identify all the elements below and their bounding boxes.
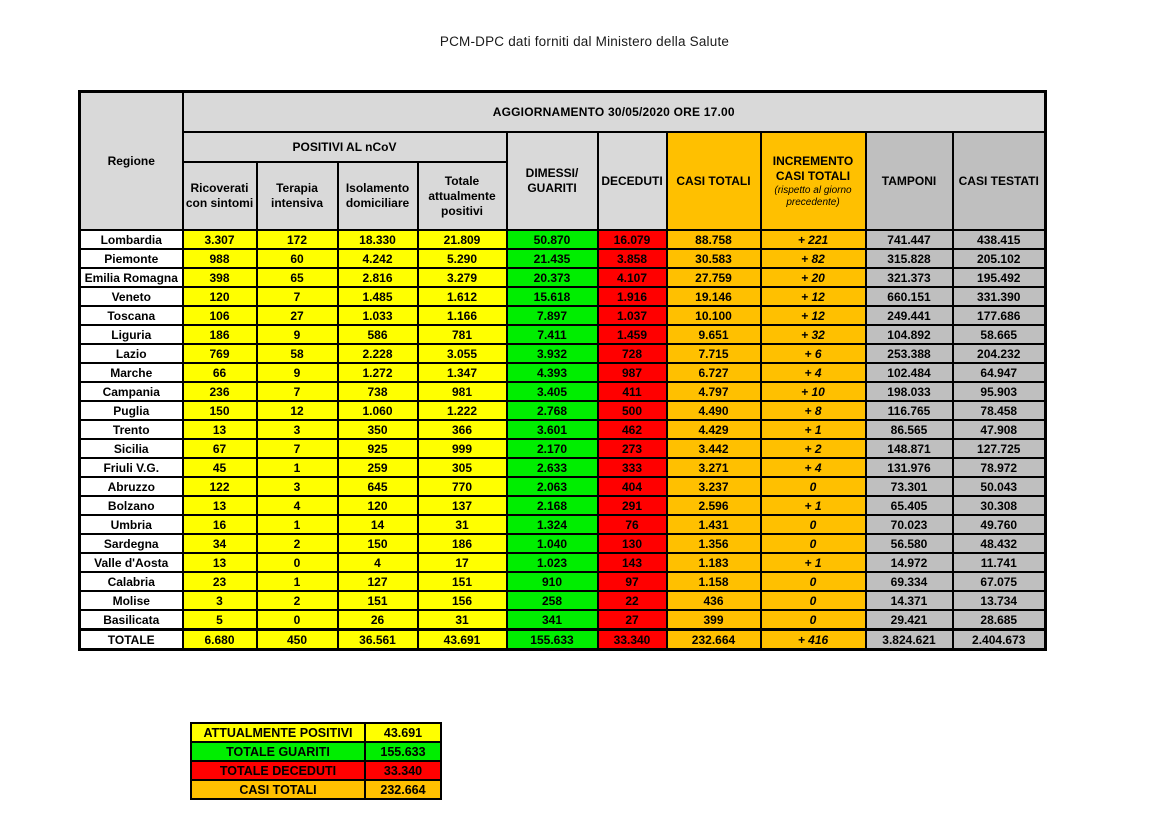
cell-incremento: 0 — [761, 591, 866, 610]
cell-incremento: + 4 — [761, 458, 866, 477]
cell-tamponi: 69.334 — [866, 572, 953, 591]
cell-ricoverati: 3.307 — [183, 230, 257, 249]
table-row — [80, 534, 1046, 553]
cell-casi-testati: 47.908 — [953, 420, 1046, 439]
cell-totale-positivi: 3.055 — [418, 344, 507, 363]
cell-tamponi: 102.484 — [866, 363, 953, 382]
cell-totale-positivi: 17 — [418, 553, 507, 572]
covid-data-table — [78, 90, 1047, 651]
cell-incremento: 0 — [761, 610, 866, 630]
cell-casi-testati: 195.492 — [953, 268, 1046, 287]
cell-casi-testati: 30.308 — [953, 496, 1046, 515]
cell-deceduti: 16.079 — [598, 230, 667, 249]
cell-regione: Emilia Romagna — [80, 268, 183, 287]
cell-deceduti: 3.858 — [598, 249, 667, 268]
cell-deceduti: 273 — [598, 439, 667, 458]
cell-isolamento: 36.561 — [338, 630, 418, 650]
cell-dimessi-guariti: 2.768 — [507, 401, 598, 420]
cell-terapia: 1 — [257, 515, 338, 534]
cell-dimessi-guariti: 2.633 — [507, 458, 598, 477]
cell-tamponi: 321.373 — [866, 268, 953, 287]
cell-dimessi-guariti: 910 — [507, 572, 598, 591]
cell-totale-positivi: 21.809 — [418, 230, 507, 249]
cell-terapia: 60 — [257, 249, 338, 268]
cell-casi-testati: 49.760 — [953, 515, 1046, 534]
column-header-dimessi-guariti: DIMESSI/ GUARITI — [507, 132, 598, 230]
cell-tamponi: 148.871 — [866, 439, 953, 458]
cell-ricoverati: 3 — [183, 591, 257, 610]
cell-casi-totali: 2.596 — [667, 496, 761, 515]
column-header-tamponi: TAMPONI — [866, 132, 953, 230]
cell-isolamento: 14 — [338, 515, 418, 534]
cell-isolamento: 127 — [338, 572, 418, 591]
cell-deceduti: 22 — [598, 591, 667, 610]
cell-tamponi: 315.828 — [866, 249, 953, 268]
cell-terapia: 1 — [257, 458, 338, 477]
cell-casi-totali: 232.664 — [667, 630, 761, 650]
cell-deceduti: 1.916 — [598, 287, 667, 306]
cell-casi-totali: 6.727 — [667, 363, 761, 382]
cell-tamponi: 3.824.621 — [866, 630, 953, 650]
summary-value: 155.633 — [365, 742, 441, 761]
cell-deceduti: 411 — [598, 382, 667, 401]
page-title: PCM-DPC dati forniti dal Ministero della Salute — [439, 34, 730, 49]
cell-totale-positivi: 5.290 — [418, 249, 507, 268]
cell-totale-positivi: 999 — [418, 439, 507, 458]
cell-casi-totali: 9.651 — [667, 325, 761, 344]
table-row — [80, 439, 1046, 458]
summary-label: ATTUALMENTE POSITIVI — [191, 723, 365, 742]
cell-incremento: + 2 — [761, 439, 866, 458]
cell-casi-totali: 3.442 — [667, 439, 761, 458]
cell-incremento: 0 — [761, 477, 866, 496]
cell-isolamento: 1.272 — [338, 363, 418, 382]
cell-incremento: 0 — [761, 515, 866, 534]
cell-regione: Trento — [80, 420, 183, 439]
cell-isolamento: 120 — [338, 496, 418, 515]
table-row — [80, 344, 1046, 363]
cell-incremento: + 1 — [761, 496, 866, 515]
cell-regione: TOTALE — [80, 630, 183, 650]
column-header-totale-positivi: Totale attualmente positivi — [418, 162, 507, 230]
cell-totale-positivi: 1.612 — [418, 287, 507, 306]
cell-ricoverati: 16 — [183, 515, 257, 534]
cell-terapia: 0 — [257, 553, 338, 572]
cell-tamponi: 65.405 — [866, 496, 953, 515]
cell-ricoverati: 34 — [183, 534, 257, 553]
cell-casi-testati: 204.232 — [953, 344, 1046, 363]
table-row — [80, 306, 1046, 325]
cell-tamponi: 73.301 — [866, 477, 953, 496]
cell-totale-positivi: 186 — [418, 534, 507, 553]
cell-casi-testati: 438.415 — [953, 230, 1046, 249]
cell-casi-testati: 13.734 — [953, 591, 1046, 610]
cell-casi-totali: 1.431 — [667, 515, 761, 534]
cell-tamponi: 741.447 — [866, 230, 953, 249]
cell-casi-totali: 7.715 — [667, 344, 761, 363]
cell-regione: Umbria — [80, 515, 183, 534]
cell-regione: Lombardia — [80, 230, 183, 249]
cell-totale-positivi: 781 — [418, 325, 507, 344]
cell-incremento: 0 — [761, 534, 866, 553]
cell-deceduti: 404 — [598, 477, 667, 496]
cell-dimessi-guariti: 3.405 — [507, 382, 598, 401]
cell-isolamento: 4.242 — [338, 249, 418, 268]
cell-casi-totali: 3.271 — [667, 458, 761, 477]
cell-casi-totali: 4.797 — [667, 382, 761, 401]
incremento-header-line2: CASI TOTALI — [775, 169, 851, 183]
cell-regione: Valle d'Aosta — [80, 553, 183, 572]
cell-incremento: + 20 — [761, 268, 866, 287]
cell-casi-testati: 58.665 — [953, 325, 1046, 344]
cell-terapia: 1 — [257, 572, 338, 591]
cell-dimessi-guariti: 3.601 — [507, 420, 598, 439]
column-header-ricoverati: Ricoverati con sintomi — [183, 162, 257, 230]
column-header-deceduti: DECEDUTI — [598, 132, 667, 230]
summary-table — [190, 722, 442, 800]
cell-isolamento: 18.330 — [338, 230, 418, 249]
cell-casi-testati: 78.972 — [953, 458, 1046, 477]
cell-terapia: 65 — [257, 268, 338, 287]
incremento-header-note: (rispetto al giorno precedente) — [774, 185, 852, 208]
cell-ricoverati: 67 — [183, 439, 257, 458]
cell-incremento: 0 — [761, 572, 866, 591]
cell-regione: Puglia — [80, 401, 183, 420]
cell-dimessi-guariti: 1.040 — [507, 534, 598, 553]
cell-ricoverati: 5 — [183, 610, 257, 630]
cell-casi-testati: 95.903 — [953, 382, 1046, 401]
cell-totale-positivi: 366 — [418, 420, 507, 439]
cell-deceduti: 500 — [598, 401, 667, 420]
cell-deceduti: 1.459 — [598, 325, 667, 344]
cell-ricoverati: 150 — [183, 401, 257, 420]
cell-deceduti: 33.340 — [598, 630, 667, 650]
cell-ricoverati: 66 — [183, 363, 257, 382]
cell-isolamento: 738 — [338, 382, 418, 401]
cell-regione: Lazio — [80, 344, 183, 363]
cell-incremento: + 221 — [761, 230, 866, 249]
column-header-incremento — [761, 132, 866, 230]
cell-ricoverati: 13 — [183, 496, 257, 515]
cell-ricoverati: 13 — [183, 553, 257, 572]
cell-incremento: + 1 — [761, 420, 866, 439]
table-row — [80, 477, 1046, 496]
column-group-positivi: POSITIVI AL nCoV — [183, 132, 507, 162]
cell-totale-positivi: 156 — [418, 591, 507, 610]
cell-isolamento: 1.485 — [338, 287, 418, 306]
totale-row — [80, 630, 1046, 650]
cell-dimessi-guariti: 2.063 — [507, 477, 598, 496]
cell-ricoverati: 45 — [183, 458, 257, 477]
cell-tamponi: 131.976 — [866, 458, 953, 477]
cell-casi-totali: 3.237 — [667, 477, 761, 496]
cell-tamponi: 198.033 — [866, 382, 953, 401]
cell-terapia: 27 — [257, 306, 338, 325]
cell-totale-positivi: 31 — [418, 610, 507, 630]
cell-deceduti: 462 — [598, 420, 667, 439]
summary-row — [191, 761, 441, 780]
cell-ricoverati: 236 — [183, 382, 257, 401]
cell-ricoverati: 186 — [183, 325, 257, 344]
cell-tamponi: 14.972 — [866, 553, 953, 572]
table-row — [80, 230, 1046, 249]
cell-casi-totali: 1.158 — [667, 572, 761, 591]
cell-casi-testati: 67.075 — [953, 572, 1046, 591]
cell-casi-totali: 1.356 — [667, 534, 761, 553]
table-row — [80, 515, 1046, 534]
cell-terapia: 3 — [257, 477, 338, 496]
cell-casi-totali: 27.759 — [667, 268, 761, 287]
cell-casi-totali: 1.183 — [667, 553, 761, 572]
table-row — [80, 268, 1046, 287]
summary-label: TOTALE DECEDUTI — [191, 761, 365, 780]
cell-terapia: 0 — [257, 610, 338, 630]
cell-isolamento: 151 — [338, 591, 418, 610]
cell-dimessi-guariti: 7.897 — [507, 306, 598, 325]
summary-body — [191, 723, 441, 799]
cell-isolamento: 350 — [338, 420, 418, 439]
cell-isolamento: 1.060 — [338, 401, 418, 420]
table-row — [80, 572, 1046, 591]
cell-deceduti: 987 — [598, 363, 667, 382]
cell-casi-testati: 64.947 — [953, 363, 1046, 382]
cell-deceduti: 291 — [598, 496, 667, 515]
cell-regione: Piemonte — [80, 249, 183, 268]
cell-incremento: + 82 — [761, 249, 866, 268]
cell-tamponi: 14.371 — [866, 591, 953, 610]
cell-dimessi-guariti: 4.393 — [507, 363, 598, 382]
cell-regione: Sicilia — [80, 439, 183, 458]
cell-casi-testati: 127.725 — [953, 439, 1046, 458]
cell-deceduti: 97 — [598, 572, 667, 591]
cell-ricoverati: 988 — [183, 249, 257, 268]
cell-incremento: + 12 — [761, 306, 866, 325]
cell-deceduti: 27 — [598, 610, 667, 630]
table-row — [80, 249, 1046, 268]
cell-tamponi: 116.765 — [866, 401, 953, 420]
cell-regione: Molise — [80, 591, 183, 610]
cell-totale-positivi: 1.347 — [418, 363, 507, 382]
cell-regione: Calabria — [80, 572, 183, 591]
cell-terapia: 4 — [257, 496, 338, 515]
cell-tamponi: 104.892 — [866, 325, 953, 344]
cell-totale-positivi: 31 — [418, 515, 507, 534]
cell-casi-totali: 399 — [667, 610, 761, 630]
summary-value: 232.664 — [365, 780, 441, 799]
table-row — [80, 591, 1046, 610]
cell-ricoverati: 23 — [183, 572, 257, 591]
cell-regione: Abruzzo — [80, 477, 183, 496]
cell-ricoverati: 106 — [183, 306, 257, 325]
cell-totale-positivi: 151 — [418, 572, 507, 591]
cell-dimessi-guariti: 2.168 — [507, 496, 598, 515]
cell-deceduti: 4.107 — [598, 268, 667, 287]
cell-dimessi-guariti: 1.324 — [507, 515, 598, 534]
table-row — [80, 382, 1046, 401]
cell-totale-positivi: 770 — [418, 477, 507, 496]
cell-incremento: + 8 — [761, 401, 866, 420]
cell-deceduti: 1.037 — [598, 306, 667, 325]
cell-regione: Veneto — [80, 287, 183, 306]
cell-totale-positivi: 3.279 — [418, 268, 507, 287]
cell-terapia: 9 — [257, 325, 338, 344]
cell-tamponi: 660.151 — [866, 287, 953, 306]
cell-incremento: + 12 — [761, 287, 866, 306]
cell-totale-positivi: 981 — [418, 382, 507, 401]
cell-isolamento: 925 — [338, 439, 418, 458]
cell-casi-totali: 30.583 — [667, 249, 761, 268]
cell-casi-totali: 4.490 — [667, 401, 761, 420]
column-header-casi-testati: CASI TESTATI — [953, 132, 1046, 230]
cell-totale-positivi: 1.166 — [418, 306, 507, 325]
cell-deceduti: 76 — [598, 515, 667, 534]
cell-casi-testati: 48.432 — [953, 534, 1046, 553]
cell-casi-testati: 331.390 — [953, 287, 1046, 306]
cell-terapia: 172 — [257, 230, 338, 249]
cell-incremento: + 416 — [761, 630, 866, 650]
cell-dimessi-guariti: 258 — [507, 591, 598, 610]
summary-row — [191, 723, 441, 742]
cell-dimessi-guariti: 20.373 — [507, 268, 598, 287]
cell-incremento: + 6 — [761, 344, 866, 363]
cell-isolamento: 645 — [338, 477, 418, 496]
cell-casi-testati: 78.458 — [953, 401, 1046, 420]
cell-ricoverati: 398 — [183, 268, 257, 287]
cell-deceduti: 143 — [598, 553, 667, 572]
column-header-terapia: Terapia intensiva — [257, 162, 338, 230]
table-row — [80, 401, 1046, 420]
cell-terapia: 7 — [257, 439, 338, 458]
cell-casi-testati: 50.043 — [953, 477, 1046, 496]
cell-ricoverati: 120 — [183, 287, 257, 306]
cell-totale-positivi: 137 — [418, 496, 507, 515]
cell-dimessi-guariti: 21.435 — [507, 249, 598, 268]
table-row — [80, 496, 1046, 515]
cell-isolamento: 150 — [338, 534, 418, 553]
cell-totale-positivi: 43.691 — [418, 630, 507, 650]
update-banner: AGGIORNAMENTO 30/05/2020 ORE 17.00 — [183, 92, 1046, 133]
cell-casi-totali: 4.429 — [667, 420, 761, 439]
summary-row — [191, 780, 441, 799]
cell-casi-testati: 28.685 — [953, 610, 1046, 630]
cell-isolamento: 259 — [338, 458, 418, 477]
cell-regione: Toscana — [80, 306, 183, 325]
cell-casi-testati: 205.102 — [953, 249, 1046, 268]
table-body — [80, 230, 1046, 650]
table-row — [80, 610, 1046, 630]
column-header-casi-totali: CASI TOTALI — [667, 132, 761, 230]
summary-row — [191, 742, 441, 761]
summary-value: 43.691 — [365, 723, 441, 742]
table-row — [80, 287, 1046, 306]
cell-terapia: 12 — [257, 401, 338, 420]
column-header-isolamento: Isolamento domiciliare — [338, 162, 418, 230]
cell-isolamento: 586 — [338, 325, 418, 344]
cell-dimessi-guariti: 7.411 — [507, 325, 598, 344]
cell-casi-testati: 2.404.673 — [953, 630, 1046, 650]
cell-regione: Bolzano — [80, 496, 183, 515]
cell-dimessi-guariti: 3.932 — [507, 344, 598, 363]
cell-isolamento: 2.228 — [338, 344, 418, 363]
cell-incremento: + 32 — [761, 325, 866, 344]
cell-terapia: 58 — [257, 344, 338, 363]
cell-tamponi: 249.441 — [866, 306, 953, 325]
cell-casi-totali: 436 — [667, 591, 761, 610]
cell-regione: Marche — [80, 363, 183, 382]
cell-totale-positivi: 1.222 — [418, 401, 507, 420]
cell-deceduti: 333 — [598, 458, 667, 477]
cell-isolamento: 1.033 — [338, 306, 418, 325]
cell-ricoverati: 6.680 — [183, 630, 257, 650]
cell-tamponi: 86.565 — [866, 420, 953, 439]
cell-tamponi: 70.023 — [866, 515, 953, 534]
cell-dimessi-guariti: 155.633 — [507, 630, 598, 650]
cell-incremento: + 1 — [761, 553, 866, 572]
cell-dimessi-guariti: 341 — [507, 610, 598, 630]
cell-casi-totali: 19.146 — [667, 287, 761, 306]
cell-ricoverati: 13 — [183, 420, 257, 439]
table-row — [80, 325, 1046, 344]
table-row — [80, 458, 1046, 477]
column-header-regione: Regione — [80, 92, 183, 231]
cell-regione: Sardegna — [80, 534, 183, 553]
cell-casi-testati: 177.686 — [953, 306, 1046, 325]
cell-terapia: 2 — [257, 591, 338, 610]
cell-terapia: 3 — [257, 420, 338, 439]
cell-dimessi-guariti: 50.870 — [507, 230, 598, 249]
cell-terapia: 450 — [257, 630, 338, 650]
summary-value: 33.340 — [365, 761, 441, 780]
cell-casi-testati: 11.741 — [953, 553, 1046, 572]
table-row — [80, 553, 1046, 572]
table-row — [80, 420, 1046, 439]
cell-incremento: + 10 — [761, 382, 866, 401]
cell-tamponi: 56.580 — [866, 534, 953, 553]
cell-terapia: 9 — [257, 363, 338, 382]
cell-regione: Friuli V.G. — [80, 458, 183, 477]
cell-tamponi: 29.421 — [866, 610, 953, 630]
cell-terapia: 7 — [257, 382, 338, 401]
cell-deceduti: 130 — [598, 534, 667, 553]
cell-dimessi-guariti: 15.618 — [507, 287, 598, 306]
table-row — [80, 363, 1046, 382]
incremento-header-line1: INCREMENTO — [772, 154, 854, 168]
cell-regione: Liguria — [80, 325, 183, 344]
cell-isolamento: 2.816 — [338, 268, 418, 287]
cell-ricoverati: 122 — [183, 477, 257, 496]
cell-isolamento: 4 — [338, 553, 418, 572]
cell-totale-positivi: 305 — [418, 458, 507, 477]
cell-tamponi: 253.388 — [866, 344, 953, 363]
cell-dimessi-guariti: 2.170 — [507, 439, 598, 458]
cell-deceduti: 728 — [598, 344, 667, 363]
cell-terapia: 2 — [257, 534, 338, 553]
cell-regione: Basilicata — [80, 610, 183, 630]
summary-label: TOTALE GUARITI — [191, 742, 365, 761]
cell-isolamento: 26 — [338, 610, 418, 630]
cell-terapia: 7 — [257, 287, 338, 306]
summary-label: CASI TOTALI — [191, 780, 365, 799]
cell-incremento: + 4 — [761, 363, 866, 382]
cell-regione: Campania — [80, 382, 183, 401]
cell-dimessi-guariti: 1.023 — [507, 553, 598, 572]
cell-casi-totali: 10.100 — [667, 306, 761, 325]
cell-casi-totali: 88.758 — [667, 230, 761, 249]
cell-ricoverati: 769 — [183, 344, 257, 363]
